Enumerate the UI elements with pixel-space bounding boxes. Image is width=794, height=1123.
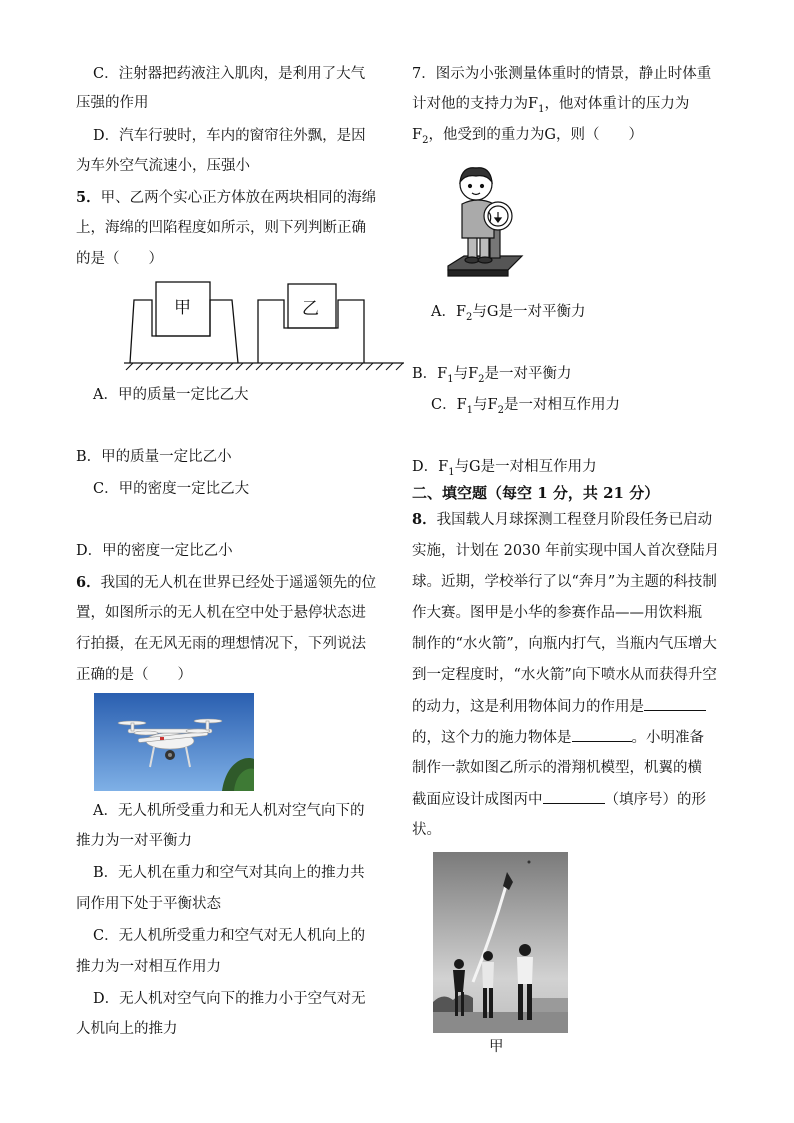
q6-option-d-line1: D．无人机对空气向下的推力小于空气对无 [93, 991, 366, 1007]
q6-number: 6． [76, 574, 101, 591]
q4-option-c-line2: 压强的作用 [76, 95, 149, 111]
q8-stem-line5: 制作的“水火箭”，向瓶内打气，当瓶内气压增大 [412, 636, 717, 652]
q8-stem-line9: 制作一款如图乙所示的滑翔机模型，机翼的横 [412, 760, 702, 776]
q6-option-a-line2: 推力为一对平衡力 [76, 833, 192, 849]
q5-option-d: D．甲的密度一定比乙小 [76, 543, 233, 559]
q6-option-c-line1: C．无人机所受重力和空气对无人机向上的 [93, 928, 366, 944]
q5-option-c: C．甲的密度一定比乙大 [93, 481, 250, 497]
q5-stem-line3: 的是（ ） [76, 251, 163, 267]
q6-option-c-line2: 推力为一对相互作用力 [76, 959, 221, 975]
section-2-heading: 二、填空题（每空 1 分，共 21 分） [412, 484, 660, 502]
q4-option-d-line2: 为车外空气流速小，压强小 [76, 158, 250, 174]
q4-option-d-line1: D．汽车行驶时，车内的窗帘往外飘，是因 [93, 128, 366, 144]
q8-blank-1[interactable] [644, 696, 706, 711]
q8-stem-line3: 球。近期，学校举行了以“奔月”为主题的科技制 [412, 574, 717, 590]
q6-stem-line1: 6．我国的无人机在世界已经处于遥遥领先的位 [76, 574, 377, 591]
q8-stem-line4: 作大赛。图甲是小华的参赛作品——用饮料瓶 [412, 605, 702, 621]
q6-stem-line2: 置，如图所示的无人机在空中处于悬停状态进 [76, 605, 366, 621]
q7-stem-line1: 7．图示为小张测量体重时的情景，静止时体重 [412, 66, 712, 82]
q7-scale-illustration [442, 160, 526, 282]
q8-stem-line2: 实施，计划在 2030 年前实现中国人首次登陆月 [412, 543, 720, 559]
q5-option-b: B．甲的质量一定比乙小 [76, 449, 232, 465]
q7-option-a: A．$F_2$与G是一对平衡力 [431, 304, 586, 323]
q8-blank-2[interactable] [572, 727, 632, 742]
q8-stem-line1: 8．我国载人月球探测工程登月阶段任务已启动 [412, 511, 713, 528]
q5-sponge-diagram [118, 278, 408, 374]
water-rocket-photo [433, 852, 568, 1033]
q7-option-c: C．$F_1$与$F_2$是一对相互作用力 [431, 397, 620, 416]
q5-option-a: A．甲的质量一定比乙大 [93, 387, 249, 403]
drone-photo [94, 693, 254, 791]
q5-stem-line2: 上，海绵的凹陷程度如所示，则下列判断正确 [76, 220, 366, 236]
q8-stem-line11: 状。 [412, 822, 441, 838]
cube-jia-label: 甲 [174, 298, 191, 318]
q4-option-c-line1: C．注射器把药液注入肌肉，是利用了大气 [93, 66, 366, 82]
figure-jia-caption: 甲 [489, 1039, 504, 1055]
q5-number: 5． [76, 189, 101, 206]
q6-stem-line4: 正确的是（ ） [76, 667, 192, 683]
q6-option-d-line2: 人机向上的推力 [76, 1021, 178, 1037]
q8-stem-line7: 的动力，这是利用物体间力的作用是 [412, 696, 706, 717]
q6-option-b-line1: B．无人机在重力和空气对其向上的推力共 [93, 865, 365, 881]
q6-stem-line3: 行拍摄，在无风无雨的理想情况下，下列说法 [76, 636, 366, 652]
q8-stem-line6: 到一定程度时，“水火箭”向下喷水从而获得升空 [412, 667, 717, 683]
q8-blank-3[interactable] [543, 789, 605, 804]
q7-option-b: B．$F_1$与$F_2$是一对平衡力 [412, 366, 572, 385]
q7-stem-line2: 计对他的支持力为$F_1$，他对体重计的压力为 [412, 96, 690, 115]
q6-option-b-line2: 同作用下处于平衡状态 [76, 896, 221, 912]
q6-option-a-line1: A．无人机所受重力和无人机对空气向下的 [93, 803, 365, 819]
cube-yi-label: 乙 [302, 299, 319, 319]
q8-number: 8． [412, 511, 437, 528]
q8-stem-line8: 的，这个力的施力物体是 。小明准备 [412, 727, 704, 748]
q7-stem-line3: $F_2$，他受到的重力为G，则（ ） [412, 127, 644, 146]
q8-stem-line10: 截面应设计成图丙中 （填序号）的形 [412, 789, 706, 810]
q7-option-d: D．$F_1$与G是一对相互作用力 [412, 459, 597, 478]
q5-stem-line1: 5．甲、乙两个实心正方体放在两块相同的海绵 [76, 189, 377, 206]
